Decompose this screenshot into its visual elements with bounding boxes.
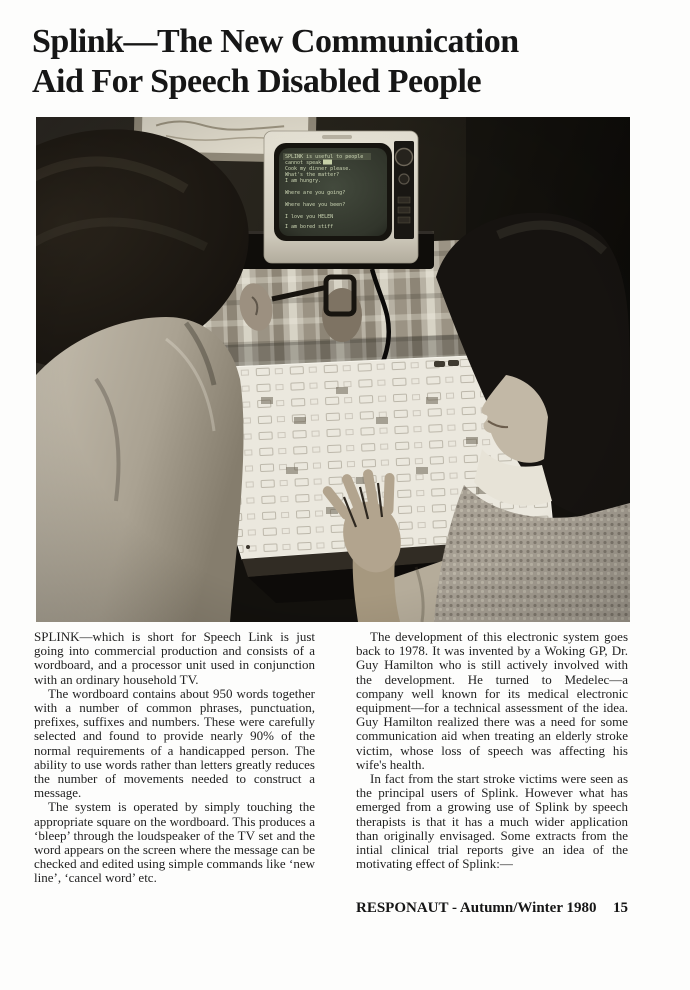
paragraph-system-operation: The system is operated by simply touching the appropriate square on the wordboard. This produces a ‘bleep’ through the loudspeaker of the TV set and the word appears on the screen where the message can be checked and edited using simple commands like ‘new line’, ‘cancel word’ etc. <box>34 799 315 886</box>
right-column <box>356 630 628 871</box>
page-number: 15 <box>613 900 628 916</box>
article-title <box>32 22 612 102</box>
left-column <box>34 630 315 886</box>
page-footer <box>356 900 628 917</box>
photo-vignette <box>36 117 630 622</box>
photo-illustration <box>36 117 630 622</box>
article-title-line-2: Aid For Speech Disabled People <box>32 63 482 100</box>
paragraph-splink-intro: SPLINK—which is short for Speech Link is just going into commercial production and consists of a wordboard, and a processor unit used in conjunction with an ordinary household TV. <box>34 629 315 687</box>
paragraph-wordboard: The wordboard contains about 950 words together with a number of common phrases, punctuation, prefixes, suffixes and numbers. These were carefully selected and found to provide nearly 90% of the normal requirements of a handicapped person. The ability to use words rather than letters greatly reduces the number of movements needed to construct a message. <box>34 685 315 801</box>
article-photo <box>36 117 630 622</box>
article-title-line-1: Splink—The New Communication <box>32 23 519 60</box>
journal-title: RESPONAUT - Autumn/Winter 1980 <box>356 900 597 916</box>
paragraph-development: The development of this electronic system goes back to 1978. It was invented by a Woking GP, Dr. Guy Hamilton who is still actively involved with the development. He turned to Medelec—a company well known for its medical electronic equipment—for a technical assessment of the idea. Guy Hamilton realized there was a need for some communication aid when treating an elderly stroke victim, whose loss of speech was affecting his wife's health. <box>356 629 628 772</box>
paragraph-stroke-victims: In fact from the start stroke victims were seen as the principal users of Splink. However what has emerged from a growing use of Splink by speech therapists is that it has a much wider application than originally envisaged. Some extracts from the intial clinical trial reports give an idea of the motivating effect of Splink:— <box>356 771 628 872</box>
